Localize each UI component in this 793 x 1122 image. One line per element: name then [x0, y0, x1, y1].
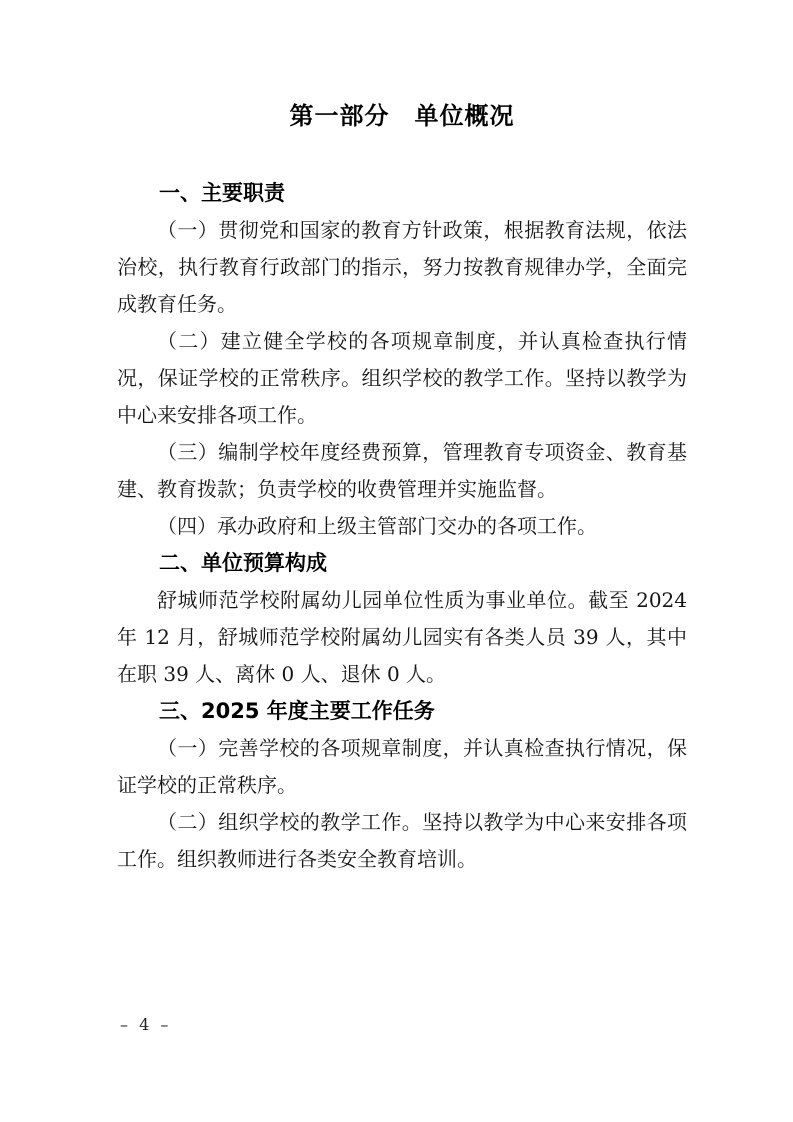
section-heading-budget-composition: 二、单位预算构成 — [159, 551, 327, 575]
section-heading-main-duties: 一、主要职责 — [159, 181, 285, 205]
page-title: 第一部分 单位概况 — [289, 102, 515, 130]
paragraph: （一）完善学校的各项规章制度，并认真检查执行情况，保证学校的正常秩序。 — [117, 736, 687, 797]
paragraph: （四）承办政府和上级主管部门交办的各项工作。 — [157, 514, 597, 538]
section-heading-2025-main-tasks: 三、2025 年度主要工作任务 — [159, 699, 435, 723]
paragraph: （一）贯彻党和国家的教育方针政策，根据教育法规，依法治校，执行教育行政部门的指示，努力按教育规律办学，全面完成教育任务。 — [117, 218, 687, 316]
page-number: – 4 – — [120, 1015, 172, 1034]
paragraph: （三）编制学校年度经费预算，管理教育专项资金、教育基建、教育拨款；负责学校的收费管理并实施监督。 — [117, 440, 687, 501]
paragraph: （二）建立健全学校的各项规章制度，并认真检查执行情况，保证学校的正常秩序。组织学校的教学工作。坚持以教学为中心来安排各项工作。 — [117, 329, 687, 427]
paragraph: 舒城师范学校附属幼儿园单位性质为事业单位。截至 2024 年 12 月，舒城师范学校附属幼儿园实有各类人员 39 人，其中在职 39 人、离休 0 人、退休 0 人。 — [117, 588, 687, 686]
paragraph: （二）组织学校的教学工作。坚持以教学为中心来安排各项工作。组织教师进行各类安全教育培训。 — [117, 810, 687, 871]
